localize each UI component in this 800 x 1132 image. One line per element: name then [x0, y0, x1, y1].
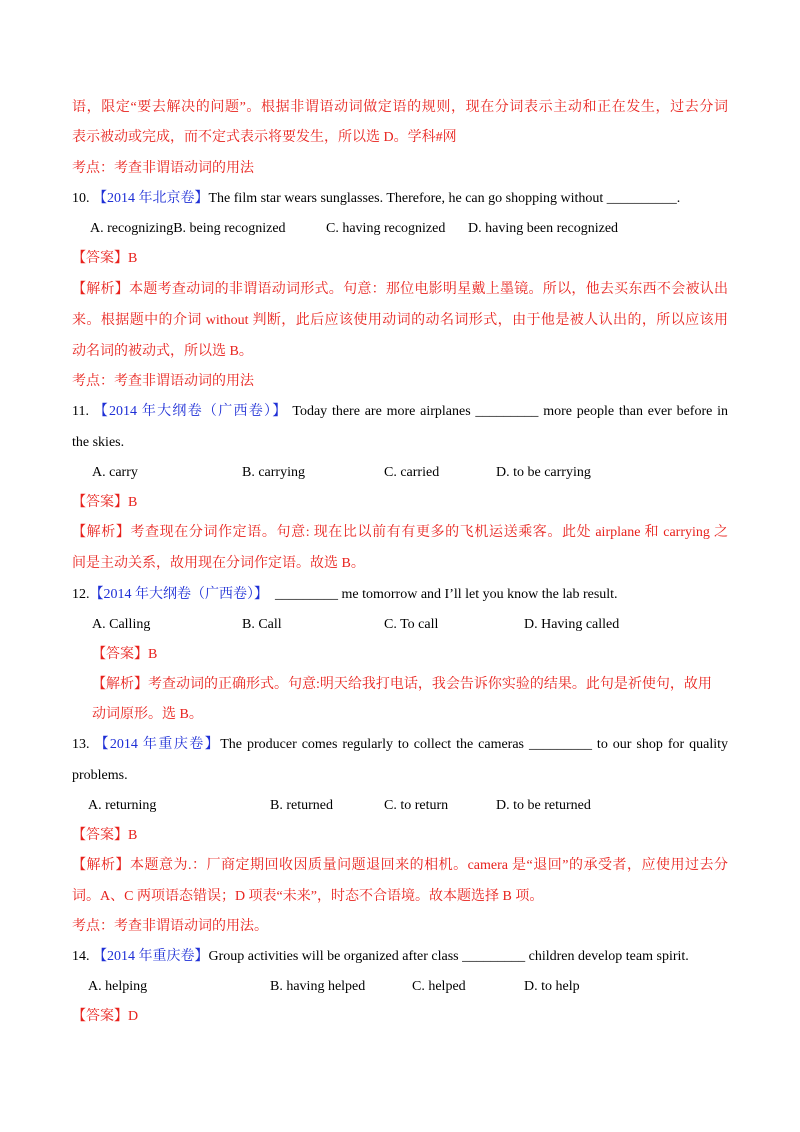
q13-analysis-line-1: 【解析】本题意为.：厂商定期回收因质量问题退回来的相机。camera 是“退回”的承受者，应使用过去分	[72, 858, 728, 873]
q14-option-b: B. having helped	[270, 979, 366, 994]
question-14	[72, 947, 689, 967]
question-source: 【2014 年北京卷】	[93, 191, 209, 206]
q13-analysis-line-2: 词。A、C 两项语态错误；D 项表“未来”，时态不合语境。故本题选择 B 项。	[72, 889, 544, 904]
q12-option-d: D. Having called	[524, 617, 620, 632]
q10-analysis-line-2: 来。根据题中的介词 without 判断，此后应该使用动词的动名词形式，由于他是被人认出的，所以应该用	[72, 313, 728, 328]
question-stem: The producer comes regularly to collect the cameras _________ to our shop for quality	[220, 737, 729, 752]
question-number: 11.	[72, 404, 89, 419]
question-number: 13.	[72, 737, 90, 752]
prev-analysis-line-1: 语，限定“要去解决的问题”。根据非谓语动词做定语的规则，现在分词表示主动和正在发生，过去分词	[72, 100, 728, 115]
question-source: 【2014 年大纲卷（广西卷）】	[89, 587, 268, 602]
q13-option-c: C. to return	[384, 798, 449, 813]
question-number: 14.	[72, 949, 90, 964]
q13-option-a: A. returning	[88, 798, 157, 813]
q11-option-a: A. carry	[92, 465, 138, 480]
q12-option-c: C. To call	[384, 617, 439, 632]
q12-analysis-line-2: 动词原形。选 B。	[92, 707, 203, 722]
question-11-stem-line-2: the skies.	[72, 435, 125, 450]
q13-answer: 【答案】B	[72, 828, 138, 843]
question-stem: _________ me tomorrow and I’ll let you know the lab result.	[275, 587, 618, 602]
q10-analysis-line-3: 动名词的被动式，所以选 B。	[72, 344, 253, 359]
q10-option-c: C. having recognized	[326, 221, 446, 236]
q14-option-a: A. helping	[88, 979, 148, 994]
question-source: 【2014 年重庆卷】	[93, 949, 209, 964]
question-11	[72, 402, 728, 422]
question-source: 【2014 年重庆卷】	[94, 737, 221, 752]
q10-option-d: D. having been recognized	[468, 221, 619, 236]
question-stem: Today there are more airplanes _________ more people than ever before in	[292, 404, 729, 419]
q12-option-b: B. Call	[242, 617, 282, 632]
q12-option-a: A. Calling	[92, 617, 151, 632]
q12-answer: 【答案】B	[92, 647, 158, 662]
q13-option-d: D. to be returned	[496, 798, 591, 813]
q13-kaodian: 考点：考查非谓语动词的用法。	[72, 919, 268, 934]
question-stem: Group activities will be organized after class _________ children develop team spirit.	[208, 949, 689, 964]
question-10	[72, 189, 680, 209]
question-number: 10.	[72, 191, 90, 206]
q11-answer: 【答案】B	[72, 495, 138, 510]
question-stem: The film star wears sunglasses. Therefore, he can go shopping without __________.	[208, 191, 681, 206]
q10-option-a: A. recognizingB. being recognized	[90, 221, 286, 236]
q11-option-c: C. carried	[384, 465, 440, 480]
q11-option-d: D. to be carrying	[496, 465, 591, 480]
q11-analysis-line-2: 间是主动关系，故用现在分词作定语。故选 B。	[72, 556, 365, 571]
q10-answer: 【答案】B	[72, 251, 138, 266]
question-13	[72, 735, 728, 755]
q10-kaodian: 考点：考查非谓语动词的用法	[72, 374, 254, 389]
question-12	[72, 585, 618, 605]
question-source: 【2014 年大纲卷（广西卷）】	[93, 404, 288, 419]
q10-analysis-line-1: 【解析】本题考查动词的非谓语动词形式。句意：那位电影明星戴上墨镜。所以，他去买东西不会被认出	[72, 282, 728, 297]
question-13-stem-line-2: problems.	[72, 768, 128, 783]
question-number: 12.	[72, 587, 90, 602]
q13-option-b: B. returned	[270, 798, 333, 813]
prev-kaodian: 考点：考查非谓语动词的用法	[72, 161, 254, 176]
q14-option-d: D. to help	[524, 979, 580, 994]
q12-analysis-line-1: 【解析】考查动词的正确形式。句意:明天给我打电话，我会告诉你实验的结果。此句是祈使句，故用	[92, 677, 712, 692]
q11-analysis-line-1: 【解析】考查现在分词作定语。句意: 现在比以前有有更多的飞机运送乘客。此处 airplane 和 carrying 之	[72, 525, 728, 540]
q11-option-b: B. carrying	[242, 465, 305, 480]
q14-option-c: C. helped	[412, 979, 466, 994]
q14-answer: 【答案】D	[72, 1009, 139, 1024]
prev-analysis-line-2: 表示被动或完成，而不定式表示将要发生，所以选 D。学科#网	[72, 130, 457, 145]
